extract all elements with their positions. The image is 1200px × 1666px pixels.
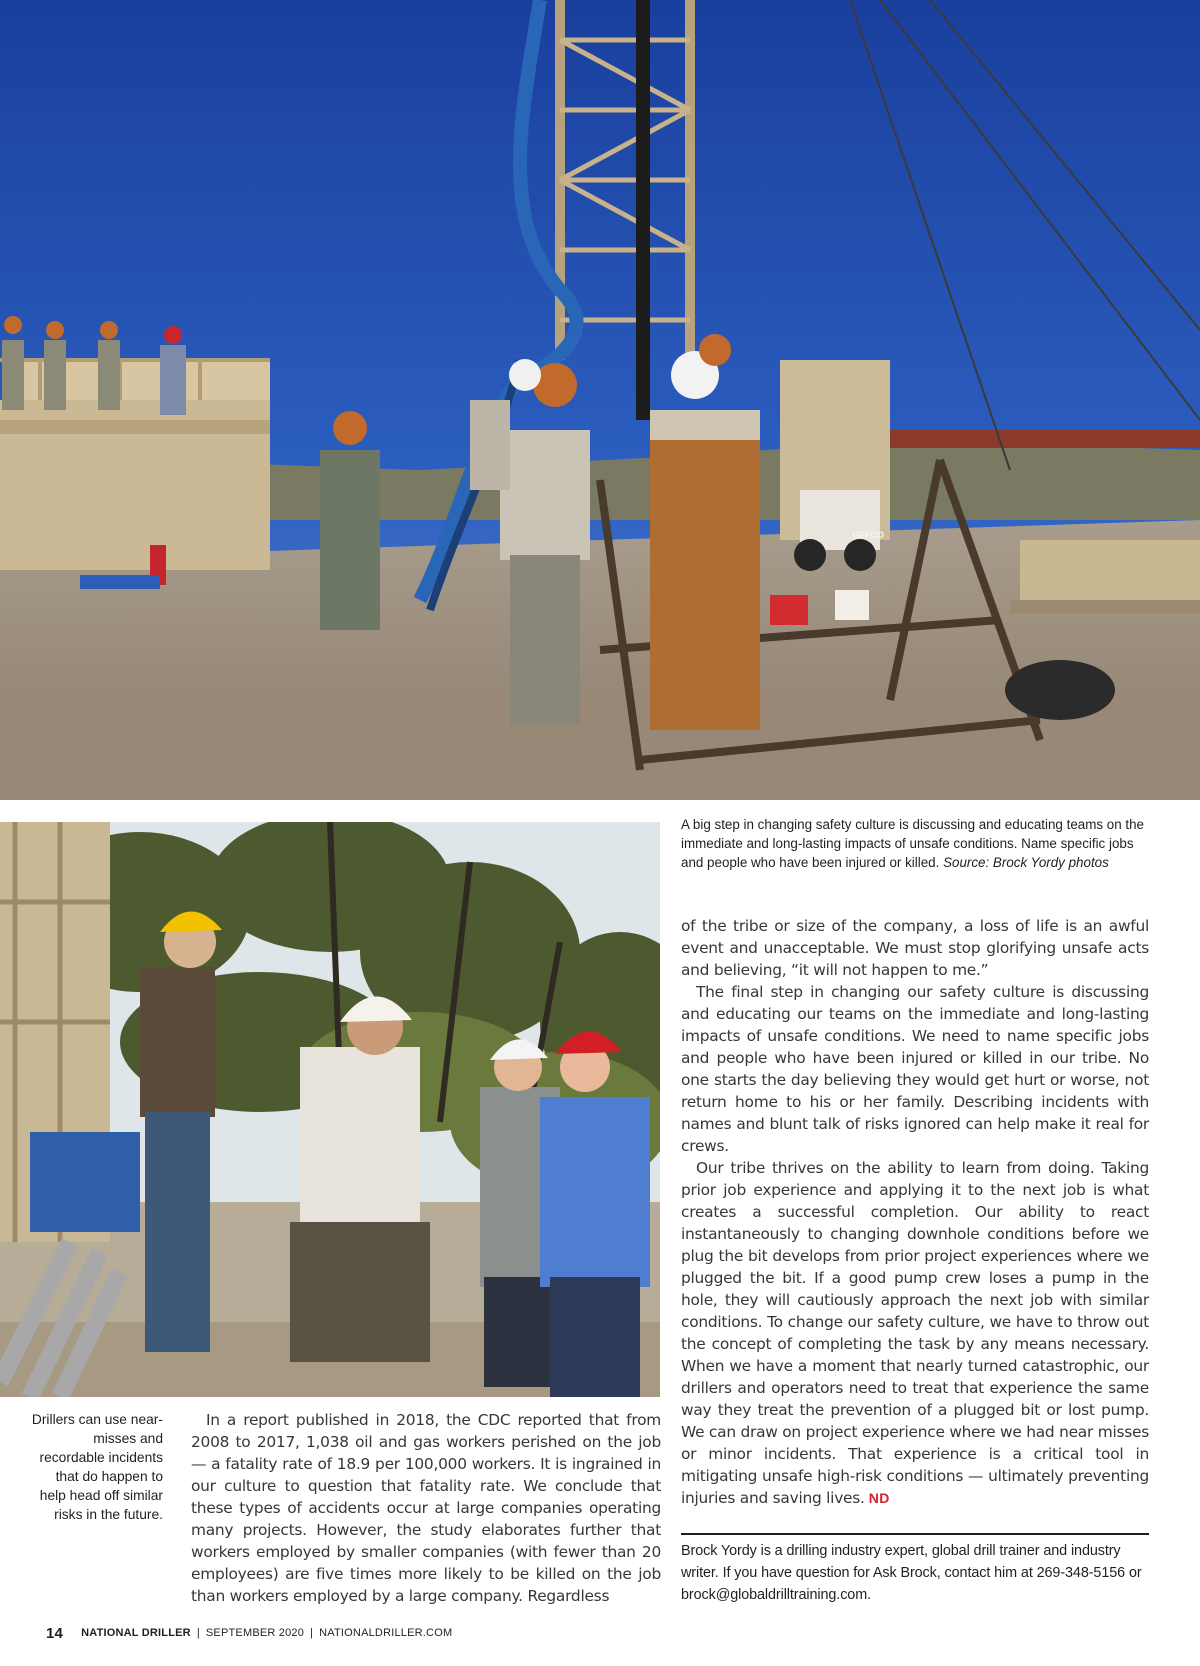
end-mark: ND: [868, 1490, 890, 1506]
footer-separator: |: [310, 1627, 314, 1639]
website: NATIONALDRILLER.COM: [319, 1627, 453, 1639]
photo-caption-top: [681, 815, 1149, 872]
bio-divider: [681, 1533, 1149, 1535]
author-bio: Brock Yordy is a drilling industry expert, global drill trainer and industry writer. If you have question for Ask Brock, contact him at 269-348-5156 or brock@globaldrilltraining.com.: [681, 1543, 1142, 1603]
page-number: 14: [46, 1624, 64, 1642]
issue-date: SEPTEMBER 2020: [205, 1627, 305, 1639]
footer-separator: |: [196, 1627, 200, 1639]
article-column-left: [191, 1409, 661, 1607]
top-photo: [0, 0, 1200, 800]
article-column-right: [681, 915, 1149, 1509]
photo-caption-left: Drillers can use near-misses and recordable incidents that do happen to help head off similar risks in the future.: [31, 1412, 163, 1522]
article-paragraph-text: Our tribe thrives on the ability to learn from doing. Taking prior job experience and applying it to the next job is what creates a successful completion. Our ability to react instantaneously to changing downhole conditions before we plug the bit develops from prior project experiences where we plugged the bit. If a good pump crew loses a pump in the hole, they will cautiously approach the next job with similar conditions. To change our safety culture, we have to throw out the concept of completing the task by any means necessary. When we have a moment that nearly turned catastrophic, our drillers and operators need to treat that experience the same way they treat the prevention of a plugged bit or lost pump. We can draw on project experience where we had near misses or minor incidents. That experience is a critical tool in mitigating unsafe high-risk conditions — ultimately preventing injuries and saving lives.: [681, 1159, 1149, 1507]
driller-crew-photo-icon: [0, 822, 660, 1397]
drilling-rig-photo-icon: [0, 0, 1200, 800]
left-photo: [0, 822, 660, 1397]
caption-text: A big step in changing safety culture is discussing and educating teams on the immediate and long-lasting impacts of unsafe conditions. Name specific jobs and people who have been injured or killed.: [681, 817, 1145, 870]
page-footer: [46, 1623, 452, 1643]
caption-source: Source: Brock Yordy photos: [943, 855, 1109, 870]
truck-brand-label: GEFCO: [852, 530, 885, 540]
article-paragraph: The final step in changing our safety culture is discussing and educating our teams on the immediate and long-lasting impacts of unsafe conditions. We need to name specific jobs and people who have been injured or killed in our tribe. No one starts the day believing they would get hurt or worse, not return home to his or her family. Describing incidents with names and blunt talk of risks ignored can help make it real for crews.: [681, 983, 1149, 1155]
publication-name: NATIONAL DRILLER: [81, 1627, 191, 1639]
article-paragraph: In a report published in 2018, the CDC reported that from 2008 to 2017, 1,038 oil and gas workers perished on the job — a fatality rate of 18.9 per 100,000 workers. It is ingrained in our culture to question that fatality rate. We conclude that these types of accidents occur at large companies operating many projects. However, the study elaborates further that workers employed by smaller companies (with fewer than 20 employees) are five times more likely to be killed on the job than workers employed by a large company. Regardless: [191, 1411, 661, 1605]
article-paragraph-continuation: of the tribe or size of the company, a loss of life is an awful event and unacceptable. We must stop glorifying unsafe acts and believing, “it will not happen to me.”: [681, 917, 1149, 979]
article-paragraph-last: [681, 1157, 1149, 1509]
